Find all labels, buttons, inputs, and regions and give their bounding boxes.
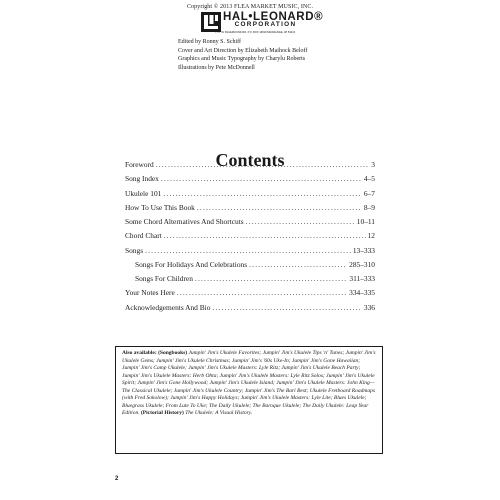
hal-leonard-mark-icon xyxy=(201,12,221,32)
pictorial-history-label: (Pictorial History) xyxy=(140,410,184,416)
toc-leader-dots xyxy=(164,231,366,240)
also-available-label: Also available: xyxy=(122,350,157,356)
contents-heading: Contents xyxy=(215,150,285,170)
toc-leader-dots xyxy=(145,246,351,255)
toc-leader-dots xyxy=(161,174,362,183)
credit-line: Graphics and Music Typography by Charylu Roberts xyxy=(178,56,306,63)
toc-entry-title: Songs For Children xyxy=(135,274,193,283)
credit-line: Illustrations by Pete McDonnell xyxy=(178,64,255,71)
page-number: 2 xyxy=(115,476,119,482)
toc-entry xyxy=(135,274,375,284)
logo-subtext: CORPORATION xyxy=(234,21,297,28)
toc-leader-dots xyxy=(246,217,355,226)
songbooks-list: Jumpin' Jim's Ukulele Favorites; Jumpin' Jim's Ukulele Tips 'n' Tunes; Jumpin' Jim's Ukulele Gems; Jumpin' Jim's Ukulele Christmas; Jumpin' Jim's '60s Uke-In; Jumpin' Jim's Gone Hawaiian; Jumpin' Jim's Camp Ukulele; Jumpin' Jim's Ukulele Masters: Lyle Ritz; Jumpin' Jim's Ukulele Beach Party; Jumpin' Jim's Ukulele Masters: Herb Ohta; Jumpin' Jim's Ukulele Masters: Lyle Ritz Solos; Jumpin' Jim's Ukulele Spirit; Jumpin' Jim's Gone Hollywood; Jumpin' Jim's Ukulele Island; Jumpin' Jim's Ukulele Masters: John King—The Classical Ukulele; Jumpin' Jim's Ukulele Country; Jumpin' Jim's The Bari Best; Ukulele Fretboard Roadmaps (with Fred Sokolow); Jumpin' Jim's Happy Holidays; Jumpin' Jim's Ukulele Masters: Lyle Lite; Blues Ukulele; Bluegrass Ukulele; From Lute To Uke; The Daily Ukulele; The Baroque Ukulele; The Daily Ukulele: Leap Year Edition. xyxy=(122,350,376,416)
publisher-address: 7777 W. BLUEMOUND RD. P.O. BOX 13819 MILWAUKEE, WI 53213 xyxy=(214,31,296,34)
toc-entry-page: 6–7 xyxy=(363,188,375,198)
toc-entry-title: Some Chord Alternatives And Shortcuts xyxy=(125,217,244,226)
toc-entry-title: Your Notes Here xyxy=(125,288,175,298)
toc-entry-title: Foreword xyxy=(125,160,154,169)
toc-leader-dots xyxy=(197,203,362,212)
toc-entry xyxy=(125,189,375,199)
toc-entry xyxy=(125,217,375,227)
toc-entry-title: Songs For Holidays And Celebrations xyxy=(135,259,248,269)
logo-wordmark: HAL•LEONARD® xyxy=(223,11,324,23)
toc-entry xyxy=(125,246,375,256)
pictorial-history-title: The Ukulele: A Visual History. xyxy=(185,410,253,416)
toc-entry-page: 4–5 xyxy=(363,174,375,184)
toc-entry-page: 10–11 xyxy=(356,217,375,226)
credit-line: Edited by Ronny S. Schiff xyxy=(178,39,242,45)
toc-entry xyxy=(125,288,375,298)
toc-entry-page: 336 xyxy=(363,302,375,312)
toc-leader-dots xyxy=(249,260,347,269)
credit-line: Cover and Art Direction by Elizabeth Maihock Beloff xyxy=(178,47,308,54)
toc-entry-page: 3 xyxy=(371,160,375,169)
toc-entry-title: Songs xyxy=(125,245,144,255)
toc-entry xyxy=(125,174,375,184)
toc-entry-title: Ukulele 101 xyxy=(125,188,162,198)
copyright-notice: Copyright © 2013 FLEA MARKET MUSIC, INC. xyxy=(186,4,314,10)
toc-entry-page: 285–310 xyxy=(349,259,375,269)
toc-entry xyxy=(125,303,375,313)
toc-entry xyxy=(125,203,375,213)
toc-entry xyxy=(125,160,375,170)
toc-entry-title: How To Use This Book xyxy=(125,202,195,212)
toc-entry-page: 12 xyxy=(367,231,375,241)
toc-entry-page: 311–333 xyxy=(349,274,375,283)
toc-leader-dots xyxy=(177,288,347,297)
toc-leader-dots xyxy=(156,160,370,169)
toc-entry-title: Song Index xyxy=(125,174,159,184)
toc-leader-dots xyxy=(195,274,348,283)
also-available-box xyxy=(115,346,383,454)
credits xyxy=(178,38,307,72)
toc-entry-page: 13–333 xyxy=(352,245,375,255)
publisher-logo xyxy=(201,11,324,34)
toc-entry xyxy=(125,231,375,241)
songbooks-label: (Songbooks) xyxy=(158,350,188,356)
toc-entry-title: Chord Chart xyxy=(125,231,162,241)
toc-leader-dots xyxy=(163,189,362,198)
toc-entry-title: Acknowledgements And Bio xyxy=(125,302,211,312)
toc-entry-page: 334–335 xyxy=(349,288,375,298)
toc-leader-dots xyxy=(212,303,362,312)
toc-entry-page: 8–9 xyxy=(363,202,375,212)
toc-entry xyxy=(135,260,375,270)
